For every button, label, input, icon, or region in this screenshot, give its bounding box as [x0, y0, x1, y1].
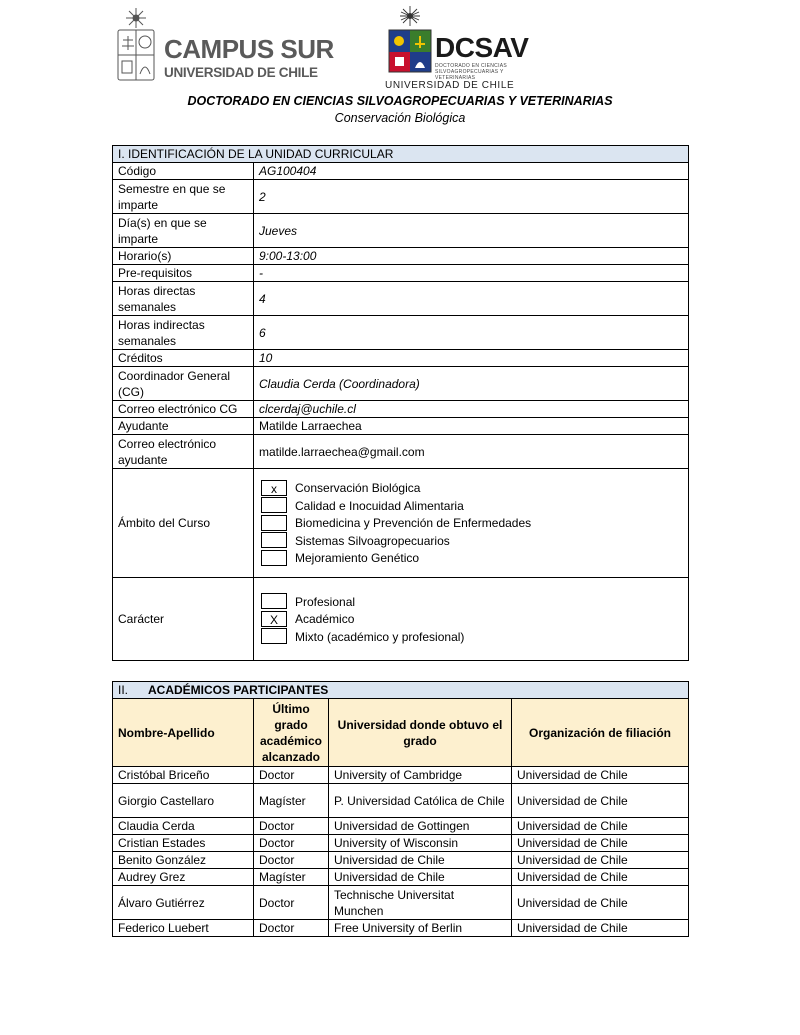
- academic-university: Free University of Berlin: [329, 920, 512, 937]
- row-value: 6: [254, 316, 689, 350]
- page-title: DOCTORADO EN CIENCIAS SILVOAGROPECUARIAS Y VETERINARIAS: [187, 94, 613, 108]
- table-row: [113, 767, 689, 784]
- section-header: [113, 682, 689, 699]
- row-label: Horas directas semanales: [113, 282, 254, 316]
- row-label: Semestre en que se imparte: [113, 180, 254, 214]
- row-value: 4: [254, 282, 689, 316]
- academic-degree: Doctor: [254, 920, 329, 937]
- column-header: Nombre-Apellido: [113, 699, 254, 767]
- row-label: Ayudante: [113, 418, 254, 435]
- academic-university: Universidad de Chile: [329, 852, 512, 869]
- row-value: Jueves: [254, 214, 689, 248]
- table-row: [113, 180, 689, 214]
- row-label: Código: [113, 163, 254, 180]
- caracter-options: [254, 578, 689, 661]
- option-label: Mejoramiento Genético: [295, 551, 420, 565]
- academic-university: Universidad de Chile: [329, 869, 512, 886]
- section-number: II.: [118, 683, 129, 697]
- caracter-option[interactable]: [259, 610, 683, 628]
- ambito-checkbox[interactable]: x: [261, 480, 287, 496]
- row-value: clcerdaj@uchile.cl: [254, 401, 689, 418]
- academic-name: Cristóbal Briceño: [113, 767, 254, 784]
- academic-affiliation: Universidad de Chile: [512, 818, 689, 835]
- option-label: Académico: [295, 612, 355, 626]
- dcsav-subtitle: DOCTORADO EN CIENCIAS SILVOAGROPECUARIAS Y VETERINARIAS: [435, 63, 508, 81]
- table-row: [113, 920, 689, 937]
- campus-sur-university: UNIVERSIDAD DE CHILE: [164, 65, 318, 80]
- row-value: AG100404: [254, 163, 689, 180]
- academic-university: University of Cambridge: [329, 767, 512, 784]
- academic-affiliation: Universidad de Chile: [512, 886, 689, 920]
- table-row: [113, 163, 689, 180]
- dcsav-logo: [385, 4, 529, 92]
- academic-university: Technische Universitat Munchen: [329, 886, 512, 920]
- section-header: [113, 146, 689, 163]
- academic-name: Giorgio Castellaro: [113, 784, 254, 818]
- table-row: [113, 784, 689, 818]
- table-row: [113, 835, 689, 852]
- participants-table: [112, 681, 689, 937]
- table-row: [113, 265, 689, 282]
- academic-degree: Magíster: [254, 869, 329, 886]
- row-label: Coordinador General (CG): [113, 367, 254, 401]
- row-value: Claudia Cerda (Coordinadora): [254, 367, 689, 401]
- row-label: Créditos: [113, 350, 254, 367]
- dcsav-shield-icon: [385, 4, 435, 80]
- academic-affiliation: Universidad de Chile: [512, 835, 689, 852]
- academic-name: Audrey Grez: [113, 869, 254, 886]
- academic-affiliation: Universidad de Chile: [512, 767, 689, 784]
- row-label: Pre-requisitos: [113, 265, 254, 282]
- academic-degree: Doctor: [254, 835, 329, 852]
- academic-university: P. Universidad Católica de Chile: [329, 784, 512, 818]
- table-row: [113, 214, 689, 248]
- ambito-checkbox[interactable]: [261, 497, 287, 513]
- row-value: 2: [254, 180, 689, 214]
- row-label: Carácter: [113, 578, 254, 661]
- ambito-options: [254, 469, 689, 578]
- academic-affiliation: Universidad de Chile: [512, 920, 689, 937]
- option-label: Mixto (académico y profesional): [295, 629, 465, 644]
- row-value: 10: [254, 350, 689, 367]
- table-row: [113, 282, 689, 316]
- academic-university: Universidad de Gottingen: [329, 818, 512, 835]
- table-row: [113, 316, 689, 350]
- university-seal-icon: [116, 6, 162, 86]
- academic-degree: Magíster: [254, 784, 329, 818]
- row-label: Ámbito del Curso: [113, 469, 254, 578]
- academic-university: University of Wisconsin: [329, 835, 512, 852]
- academic-degree: Doctor: [254, 767, 329, 784]
- ambito-option[interactable]: [259, 532, 683, 550]
- table-row: [113, 869, 689, 886]
- academic-degree: Doctor: [254, 886, 329, 920]
- dcsav-university: UNIVERSIDAD DE CHILE: [385, 80, 515, 91]
- ambito-option[interactable]: [259, 479, 683, 497]
- ambito-option[interactable]: [259, 514, 683, 532]
- table-row: [113, 435, 689, 469]
- table-row: [113, 248, 689, 265]
- ambito-row: [113, 469, 689, 578]
- dcsav-wordmark: DCSAV: [435, 32, 529, 63]
- row-value: matilde.larraechea@gmail.com: [254, 435, 689, 469]
- ambito-option[interactable]: [259, 497, 683, 515]
- academic-name: Álvaro Gutiérrez: [113, 886, 254, 920]
- academic-degree: Doctor: [254, 852, 329, 869]
- academic-affiliation: Universidad de Chile: [512, 869, 689, 886]
- caracter-option[interactable]: [259, 593, 683, 611]
- page-subtitle: Conservación Biológica: [334, 111, 466, 125]
- academic-name: Benito González: [113, 852, 254, 869]
- academic-name: Cristian Estades: [113, 835, 254, 852]
- ambito-checkbox[interactable]: [261, 550, 287, 566]
- row-label: Día(s) en que se imparte: [113, 214, 254, 248]
- campus-sur-wordmark: CAMPUS SUR: [164, 34, 334, 64]
- section-title: I. IDENTIFICACIÓN DE LA UNIDAD CURRICULAR: [113, 146, 689, 163]
- option-label: Conservación Biológica: [295, 481, 421, 495]
- caracter-checkbox[interactable]: X: [261, 611, 287, 627]
- table-row: [113, 418, 689, 435]
- option-label: Profesional: [295, 594, 356, 609]
- row-value: Matilde Larraechea: [254, 418, 689, 435]
- table-row: [113, 818, 689, 835]
- academic-affiliation: Universidad de Chile: [512, 852, 689, 869]
- academic-degree: Doctor: [254, 818, 329, 835]
- column-header: Universidad donde obtuvo el grado: [329, 699, 512, 767]
- academic-name: Claudia Cerda: [113, 818, 254, 835]
- table-row: [113, 886, 689, 920]
- option-label: Calidad e Inocuidad Alimentaria: [295, 498, 464, 513]
- campus-sur-logo: [116, 6, 334, 86]
- section-title: [113, 682, 689, 699]
- academic-affiliation: Universidad de Chile: [512, 784, 689, 818]
- table-row: [113, 852, 689, 869]
- row-value: -: [254, 265, 689, 282]
- caracter-option[interactable]: [259, 628, 683, 646]
- academic-name: Federico Luebert: [113, 920, 254, 937]
- row-label: Correo electrónico CG: [113, 401, 254, 418]
- option-label: Sistemas Silvoagropecuarios: [295, 533, 450, 548]
- table-row: [113, 401, 689, 418]
- caracter-checkbox[interactable]: [261, 593, 287, 609]
- ambito-checkbox[interactable]: [261, 515, 287, 531]
- section-title-text: ACADÉMICOS PARTICIPANTES: [148, 683, 329, 697]
- column-header: Organización de filiación: [512, 699, 689, 767]
- row-label: Correo electrónico ayudante: [113, 435, 254, 469]
- row-value: 9:00-13:00: [254, 248, 689, 265]
- column-header: Último grado académico alcanzado: [254, 699, 329, 767]
- table-header-row: [113, 699, 689, 767]
- caracter-checkbox[interactable]: [261, 628, 287, 644]
- option-label: Biomedicina y Prevención de Enfermedades: [295, 516, 532, 530]
- caracter-row: [113, 578, 689, 661]
- ambito-checkbox[interactable]: [261, 532, 287, 548]
- ambito-option[interactable]: [259, 549, 683, 567]
- table-row: [113, 367, 689, 401]
- table-row: [113, 350, 689, 367]
- row-label: Horas indirectas semanales: [113, 316, 254, 350]
- row-label: Horario(s): [113, 248, 254, 265]
- identification-table: [112, 145, 689, 661]
